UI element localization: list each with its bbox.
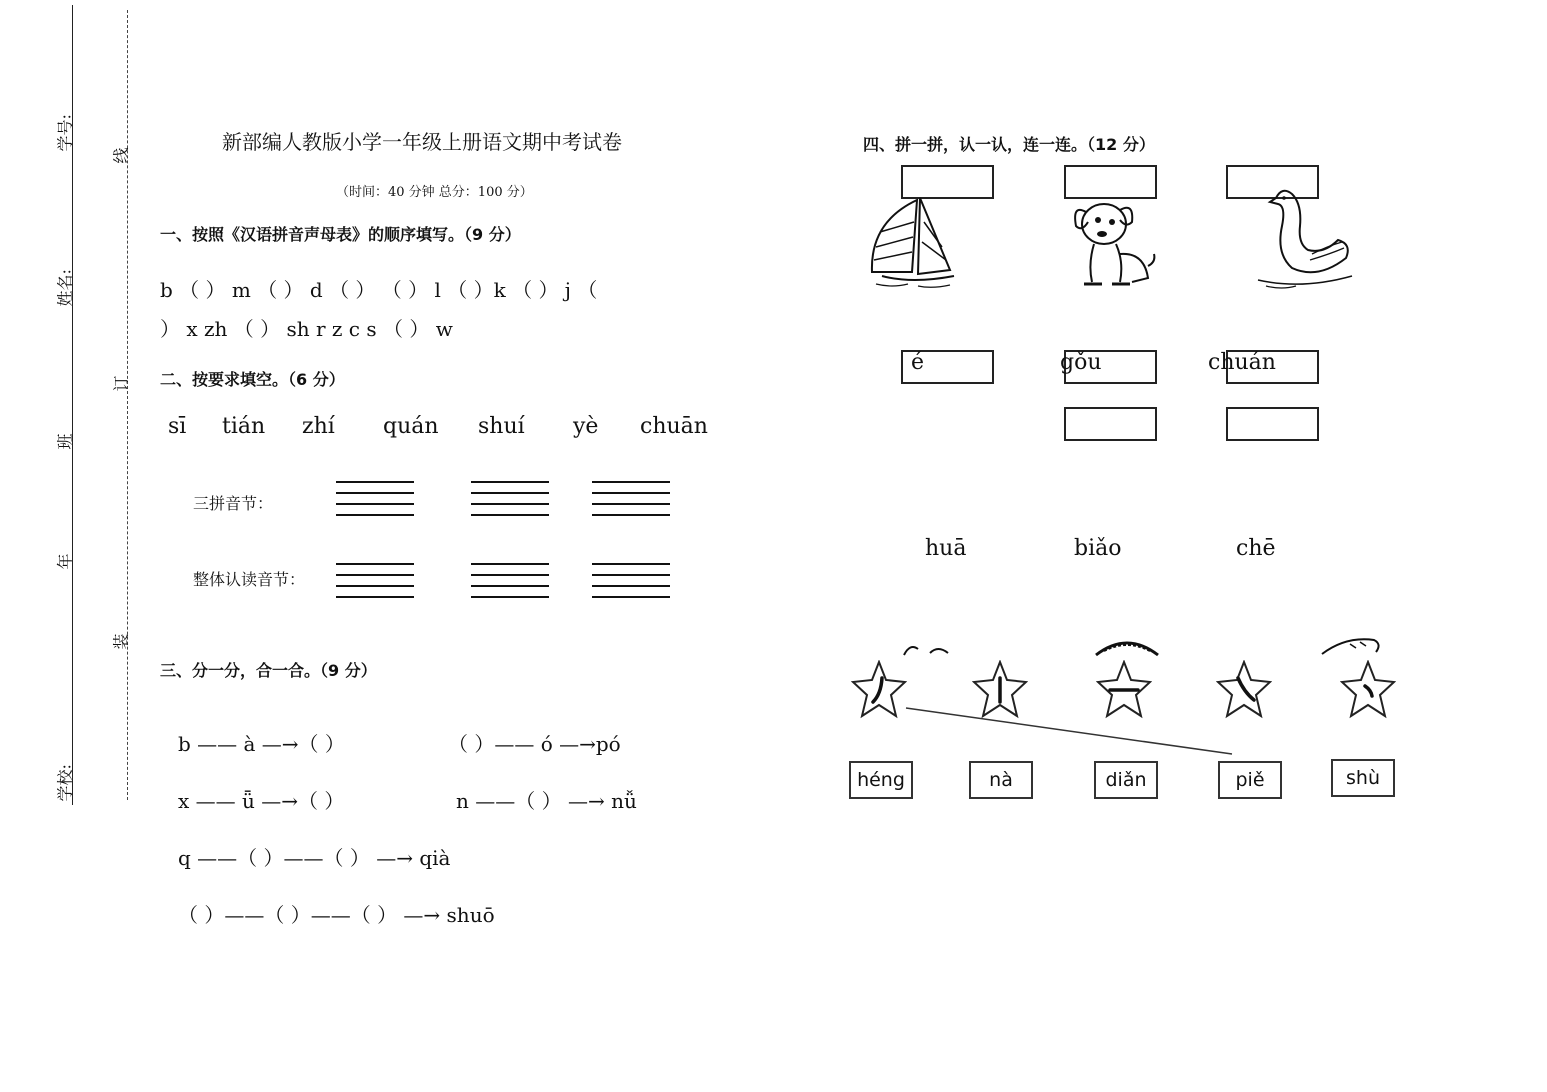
star-icon [1340,660,1396,720]
page-title: 新部编人教版小学一年级上册语文期中考试卷 [222,130,622,154]
goose-icon [1252,184,1357,294]
watch-fragment-icon [1092,637,1162,657]
name-label: 姓名: [55,269,75,307]
binding-staple-label: 订 [111,375,131,392]
dog-icon [1068,192,1158,292]
student-id-label: 学号: [55,114,75,152]
answer-lines[interactable] [471,563,549,607]
section4-heading: 四、拼一拼，认一认，连一连。（12 分） [863,135,1155,154]
section2-heading: 二、按要求填空。（6 分） [160,370,345,389]
section1-row2: ） x zh （ ） sh r z c s （ ） w [160,317,453,341]
section3-row3: q ——（ ）——（ ） —→ qià [178,846,451,870]
grade-label: 年 [55,553,75,570]
answer-lines[interactable] [592,563,670,607]
star-icon [851,660,907,720]
answer-lines[interactable] [336,481,414,525]
syllable-si: sī [168,414,187,439]
answer-lines[interactable] [592,481,670,525]
pinyin-gou: gǒu [1060,350,1102,375]
sailboat-icon [862,192,962,292]
stroke-card-heng[interactable]: héng [849,761,913,799]
stroke-card-pie[interactable]: piě [1218,761,1282,799]
syllable-quan: quán [383,414,439,439]
stroke-card-dian[interactable]: diǎn [1094,761,1158,799]
flower-fragment-icon [900,641,960,657]
page-subtitle: （时间：40 分钟 总分：100 分） [336,185,533,200]
answer-lines[interactable] [336,563,414,607]
pinyin-biao: biǎo [1074,536,1122,561]
stroke-card-shu[interactable]: shù [1331,759,1395,797]
whole-syllable-label: 整体认读音节： [193,570,306,589]
pinyin-chuan: chuán [1208,350,1276,375]
syllable-zhi: zhí [302,414,335,439]
section3-row2-right: n ——（ ） —→ nǚ [456,789,637,813]
stroke-card-na[interactable]: nà [969,761,1033,799]
section1-heading: 一、按照《汉语拼音声母表》的顺序填写。（9 分） [160,225,521,244]
syllable-chuan: chuān [640,414,708,439]
school-label: 学校: [55,764,75,802]
answer-lines[interactable] [471,481,549,525]
answer-box[interactable] [1226,407,1319,441]
section3-row2-left: x —— ǖ —→（ ） [178,789,345,813]
pinyin-che: chē [1236,536,1276,561]
syllable-tian: tián [222,414,266,439]
syllable-shui: shuí [478,414,525,439]
answer-box[interactable] [1064,407,1157,441]
pinyin-hua: huā [925,536,967,561]
section1-row1: b （ ） m （ ） d （ ） （ ） l （ ）k （ ） j （ [160,278,598,302]
class-label: 班 [55,433,75,450]
section3-row4: （ ）——（ ）——（ ） —→ shuō [178,903,495,927]
three-part-syllable-label: 三拼音节： [193,494,274,513]
pinyin-e: é [911,350,925,375]
connect-line [900,702,1240,762]
binding-line-label: 线 [111,147,131,164]
section3-heading: 三、分一分，合一合。（9 分） [160,661,377,680]
section3-row1-right: （ ）—— ó —→pó [448,732,621,756]
section3-row1-left: b —— à —→（ ） [178,732,345,756]
binding-bind-label: 装 [111,633,131,650]
car-fragment-icon [1316,634,1386,656]
syllable-ye: yè [573,414,599,439]
